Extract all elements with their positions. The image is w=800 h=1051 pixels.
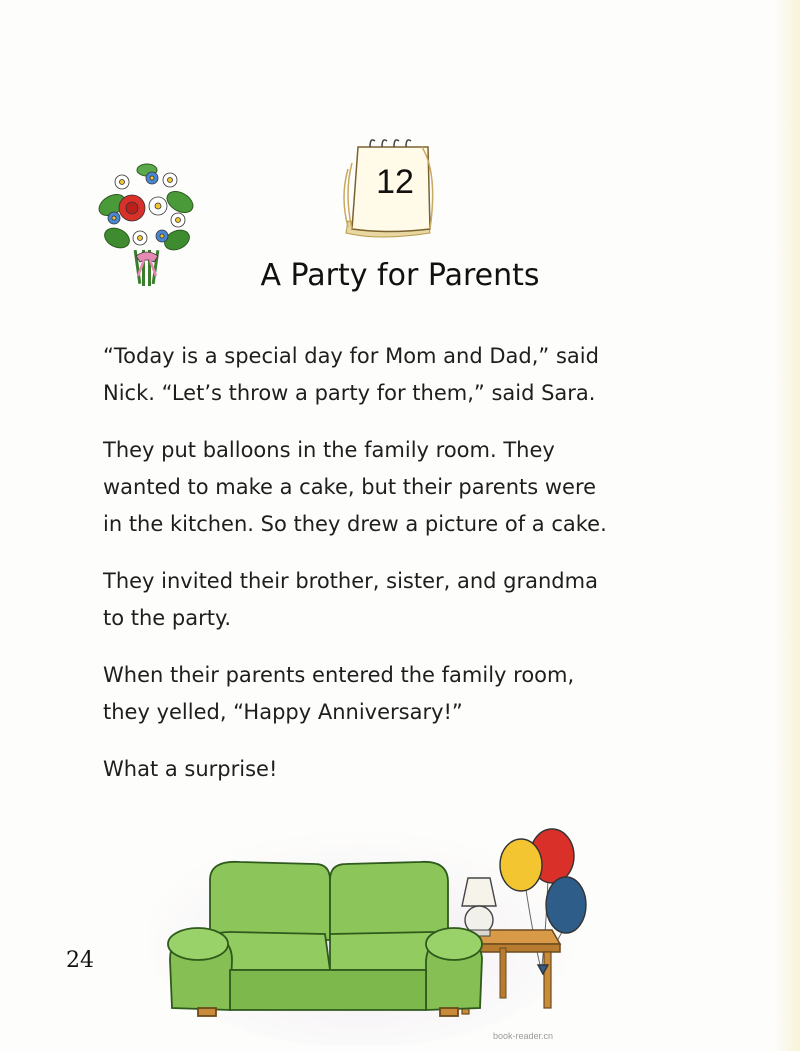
chapter-number: 12 <box>376 163 414 201</box>
text-line: to the party. <box>103 606 232 630</box>
green-sofa <box>168 862 482 1016</box>
paragraph-5 <box>103 751 695 788</box>
text-line: When their parents entered the family room, <box>103 663 575 687</box>
text-line: Nick. “Let’s throw a party for them,” said Sara. <box>103 381 596 405</box>
chapter-title: A Party for Parents <box>260 258 540 293</box>
paragraph-3 <box>103 563 695 637</box>
blue-balloon <box>546 877 586 933</box>
page-edge-shade <box>774 0 800 1051</box>
text-line: they yelled, “Happy Anniversary!” <box>103 700 463 724</box>
text-line: in the kitchen. So they drew a picture of a cake. <box>103 512 607 536</box>
text-line: They put balloons in the family room. They <box>103 438 555 462</box>
text-line: “Today is a special day for Mom and Dad,” said <box>103 344 599 368</box>
watermark: book-reader.cn <box>493 1031 554 1041</box>
story-text <box>103 338 695 808</box>
text-line: wanted to make a cake, but their parents were <box>103 475 597 499</box>
paragraph-4 <box>103 657 695 731</box>
living-room-illustration <box>150 820 610 1045</box>
text-line: They invited their brother, sister, and grandma <box>103 569 598 593</box>
paragraph-1 <box>103 338 695 412</box>
flower-bouquet-icon <box>92 150 200 290</box>
page-number: 24 <box>66 948 94 973</box>
text-line: What a surprise! <box>103 757 278 781</box>
paragraph-2 <box>103 432 695 543</box>
yellow-balloon <box>500 839 542 891</box>
